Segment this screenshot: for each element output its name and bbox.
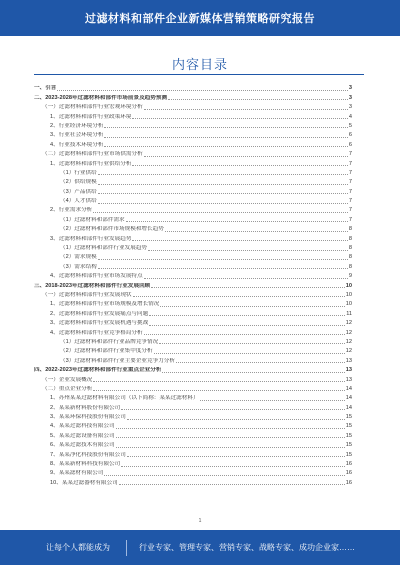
report-header [0,0,400,36]
toc-entry-label: （4）人才供给 [60,198,97,205]
toc-entry-page: 13 [345,376,352,383]
toc-entry[interactable] [34,468,352,477]
toc-entry-page: 12 [345,348,352,355]
toc-entry[interactable] [34,430,352,439]
toc-entry-page: 8 [348,245,352,252]
toc-entry[interactable] [34,421,352,430]
toc-entry[interactable] [34,271,352,280]
toc-entry-page: 13 [345,357,352,364]
toc-entry-page: 7 [348,216,352,223]
toc-entry[interactable] [34,290,352,299]
toc-entry-page: 11 [346,310,352,317]
toc-dot-leader [116,447,345,448]
toc-entry-page: 8 [348,235,352,242]
toc-dot-leader [148,250,348,251]
toc-entry-label: （二）重点企业分析 [42,385,93,392]
toc-entry[interactable] [34,412,352,421]
toc-dot-leader [121,409,345,410]
toc-dot-leader [104,137,347,138]
toc-dot-leader [119,484,345,485]
toc-entry-label: 二、2023-2028年过滤材料和部件市场前景及趋势预测 [34,94,168,101]
footer-slogan: 让每个人都能成为 [46,543,110,552]
toc-dot-leader [127,456,345,457]
toc-entry[interactable] [34,111,352,120]
toc-dot-leader [98,268,348,269]
toc-entry[interactable] [34,149,352,158]
toc-dot-leader [149,325,345,326]
toc-entry-label: （一）过滤材料和部件行业宏观环境分析 [42,104,143,111]
toc-entry-label: 3、行业社会环境分析 [50,132,104,139]
toc-entry-page: 7 [348,188,352,195]
toc-entry-page: 8 [348,263,352,270]
toc-dot-leader [116,428,345,429]
toc-entry[interactable] [34,186,352,195]
report-title: 过滤材料和部件企业新媒体营销策略研究报告 [85,13,315,25]
toc-dot-leader [57,90,347,91]
toc-dot-leader [104,146,347,147]
toc-entry-page: 14 [345,395,352,402]
toc-entry[interactable] [34,449,352,458]
toc-dot-leader [144,278,348,279]
toc-entry-label: 10、某某过滤器材有限公司 [50,479,118,486]
toc-entry-label: 7、某某净化科技股份有限公司 [50,451,126,458]
toc-dot-leader [144,156,348,157]
toc-dot-leader [168,99,348,100]
toc-entry-page: 15 [345,414,352,421]
toc-dot-leader [98,184,348,185]
toc-entry-label: 4、过滤材料和部件行业竞争格局分析 [50,329,143,336]
toc-entry-page: 7 [348,160,352,167]
toc-entry-label: （一）过滤材料和部件行业发展现状 [42,291,132,298]
toc-dot-leader [98,193,348,194]
toc-entry-label: 2、行业需求分析 [50,207,93,214]
toc-entry-label: （一）企业发展概况 [42,376,93,383]
toc-entry-label: 2、过滤材料和部件行业发展痛点与问题 [50,310,149,317]
toc-entry-page: 7 [348,198,352,205]
toc-entry[interactable] [34,365,352,374]
toc-title: 内容目录 [171,57,228,72]
toc-entry[interactable] [34,261,352,270]
toc-entry-label: （3）需求结构 [60,263,97,270]
toc-entry-page: 7 [348,207,352,214]
toc-entry-label: （1）行业供给 [60,169,97,176]
toc-dot-leader [144,109,348,110]
toc-entry[interactable] [34,130,352,139]
toc-entry-label: 6、某某过滤技术有限公司 [50,442,115,449]
toc-dot-leader [176,362,345,363]
toc-dot-leader [144,334,345,335]
toc-entry[interactable] [34,92,352,101]
toc-entry[interactable] [34,459,352,468]
toc-entry-label: （3）产品供给 [60,188,97,195]
toc-entry-label: 4、行业技术环境分析 [50,141,104,148]
toc-dot-leader [154,353,345,354]
toc-dot-leader [93,212,348,213]
toc-entry[interactable] [34,168,352,177]
toc-entry-page: 14 [345,385,352,392]
toc-entry-label: 3、过滤材料和部件行业发展机遇与挑战 [50,320,149,327]
table-of-contents [34,83,352,487]
toc-entry-label: 8、某某新材料科技有限公司 [50,461,121,468]
toc-dot-leader [98,203,348,204]
toc-entry-page: 7 [348,179,352,186]
toc-entry-label: （2）过滤材料和部件行业集中度分析 [60,348,153,355]
toc-dot-leader [104,475,344,476]
toc-entry-label: （2）需求规模 [60,254,97,261]
toc-dot-leader [126,221,348,222]
toc-entry-page: 10 [345,301,352,308]
toc-entry-page: 3 [348,104,352,111]
toc-entry-label: 三、2018-2023年过滤材料和部件行业发展回顾 [34,282,151,289]
toc-entry-page: 8 [348,226,352,233]
toc-entry-page: 13 [345,367,352,374]
toc-entry[interactable] [34,327,352,336]
toc-entry-page: 10 [345,291,352,298]
toc-dot-leader [127,419,345,420]
toc-entry[interactable] [34,139,352,148]
toc-entry-label: 一、引言 [34,85,57,92]
toc-entry-page: 6 [348,132,352,139]
toc-entry[interactable] [34,374,352,383]
toc-entry-page: 12 [345,329,352,336]
toc-entry-page: 6 [348,141,352,148]
footer-banner [0,530,400,565]
toc-entry[interactable] [34,402,352,411]
toc-entry-label: （1）过滤材料和部件行业发展趋势 [60,245,148,252]
toc-dot-leader [132,165,347,166]
toc-entry-page: 14 [345,404,352,411]
page-number: 1 [198,518,202,524]
toc-entry-label: 2、某某新材料股份有限公司 [50,404,121,411]
toc-dot-leader [93,390,344,391]
toc-entry-page: 7 [348,169,352,176]
toc-dot-leader [151,287,345,288]
toc-entry-label: 3、过滤材料和部件行业发展趋势 [50,235,132,242]
toc-entry-page: 16 [345,470,352,477]
toc-entry[interactable] [34,158,352,167]
toc-entry-label: 3、某某环保科技股份有限公司 [50,414,126,421]
toc-entry-page: 3 [348,85,352,92]
toc-entry[interactable] [34,355,352,364]
toc-dot-leader [98,259,348,260]
toc-dot-leader [132,118,347,119]
toc-entry-label: （1）过滤材料和部件需求 [60,216,125,223]
toc-entry-page: 12 [345,338,352,345]
toc-entry[interactable] [34,243,352,252]
toc-entry-page: 4 [348,113,352,120]
toc-dot-leader [165,231,348,232]
toc-entry[interactable] [34,196,352,205]
toc-dot-leader [93,381,344,382]
toc-entry[interactable] [34,384,352,393]
toc-entry-page: 16 [345,461,352,468]
footer-divider [126,540,127,556]
toc-entry-label: 4、某某过滤科技有限公司 [50,423,115,430]
toc-dot-leader [159,343,345,344]
toc-entry[interactable] [34,393,352,402]
toc-entry[interactable] [34,121,352,130]
toc-dot-leader [149,315,345,316]
toc-dot-leader [116,437,345,438]
toc-entry-label: 2、行业经济环境分析 [50,122,104,129]
toc-entry-label: 9、某某滤材有限公司 [50,470,104,477]
toc-entry[interactable] [34,280,352,289]
toc-entry-page: 15 [345,423,352,430]
toc-entry[interactable] [34,214,352,223]
toc-entry-label: 5、某某过滤设备有限公司 [50,432,115,439]
toc-entry[interactable] [34,205,352,214]
toc-dot-leader [160,306,344,307]
toc-dot-leader [162,372,344,373]
toc-entry-page: 10 [345,282,352,289]
toc-entry-label: 4、过滤材料和部件行业市场发展特点 [50,273,143,280]
toc-entry-label: 1、苏州某某过滤材料有限公司（以下简称：某某过滤材料） [50,395,199,402]
toc-entry-page: 12 [345,320,352,327]
toc-dot-leader [132,240,347,241]
toc-dot-leader [98,174,348,175]
title-divider [34,74,364,75]
toc-entry[interactable] [34,440,352,449]
toc-dot-leader [104,127,347,128]
toc-entry-label: 1、过滤材料和部件行业供给分析 [50,160,132,167]
toc-entry[interactable] [34,252,352,261]
toc-entry[interactable] [34,177,352,186]
toc-entry[interactable] [34,308,352,317]
toc-entry[interactable] [34,477,352,486]
toc-entry-label: （1）过滤材料和部件行业品牌竞争情况 [60,338,159,345]
toc-entry-page: 15 [345,442,352,449]
toc-entry-label: （2）过滤材料和部件市场规模和增长趋势 [60,226,164,233]
toc-entry[interactable] [34,224,352,233]
toc-entry-label: （2）供给规模 [60,179,97,186]
toc-entry-label: （二）过滤材料和部件行业市场供需分析 [42,151,143,158]
toc-dot-leader [200,400,345,401]
toc-dot-leader [133,296,345,297]
toc-entry-label: 1、过滤材料和部件行业市场规模及增长情况 [50,301,160,308]
toc-entry[interactable] [34,299,352,308]
toc-entry-page: 5 [348,122,352,129]
toc-entry[interactable] [34,83,352,92]
toc-entry-page: 7 [348,151,352,158]
toc-entry[interactable] [34,346,352,355]
toc-dot-leader [121,466,345,467]
footer-roles: 行业专家、管理专家、营销专家、战略专家、成功企业家…… [139,543,355,552]
toc-entry-page: 16 [345,479,352,486]
toc-entry[interactable] [34,337,352,346]
toc-entry[interactable] [34,233,352,242]
toc-entry-page: 15 [345,432,352,439]
toc-entry-label: 1、过滤材料和部件行业政策环境 [50,113,132,120]
toc-entry-page: 15 [345,451,352,458]
toc-entry-page: 9 [348,273,352,280]
toc-entry-page: 8 [348,254,352,261]
toc-entry[interactable] [34,102,352,111]
toc-entry-label: 四、2022-2023年过滤材料和部件行业重点企业分析 [34,367,162,374]
toc-entry-label: （3）过滤材料和部件行业主要企业竞争力分析 [60,357,175,364]
toc-entry-page: 3 [348,94,352,101]
toc-entry[interactable] [34,318,352,327]
